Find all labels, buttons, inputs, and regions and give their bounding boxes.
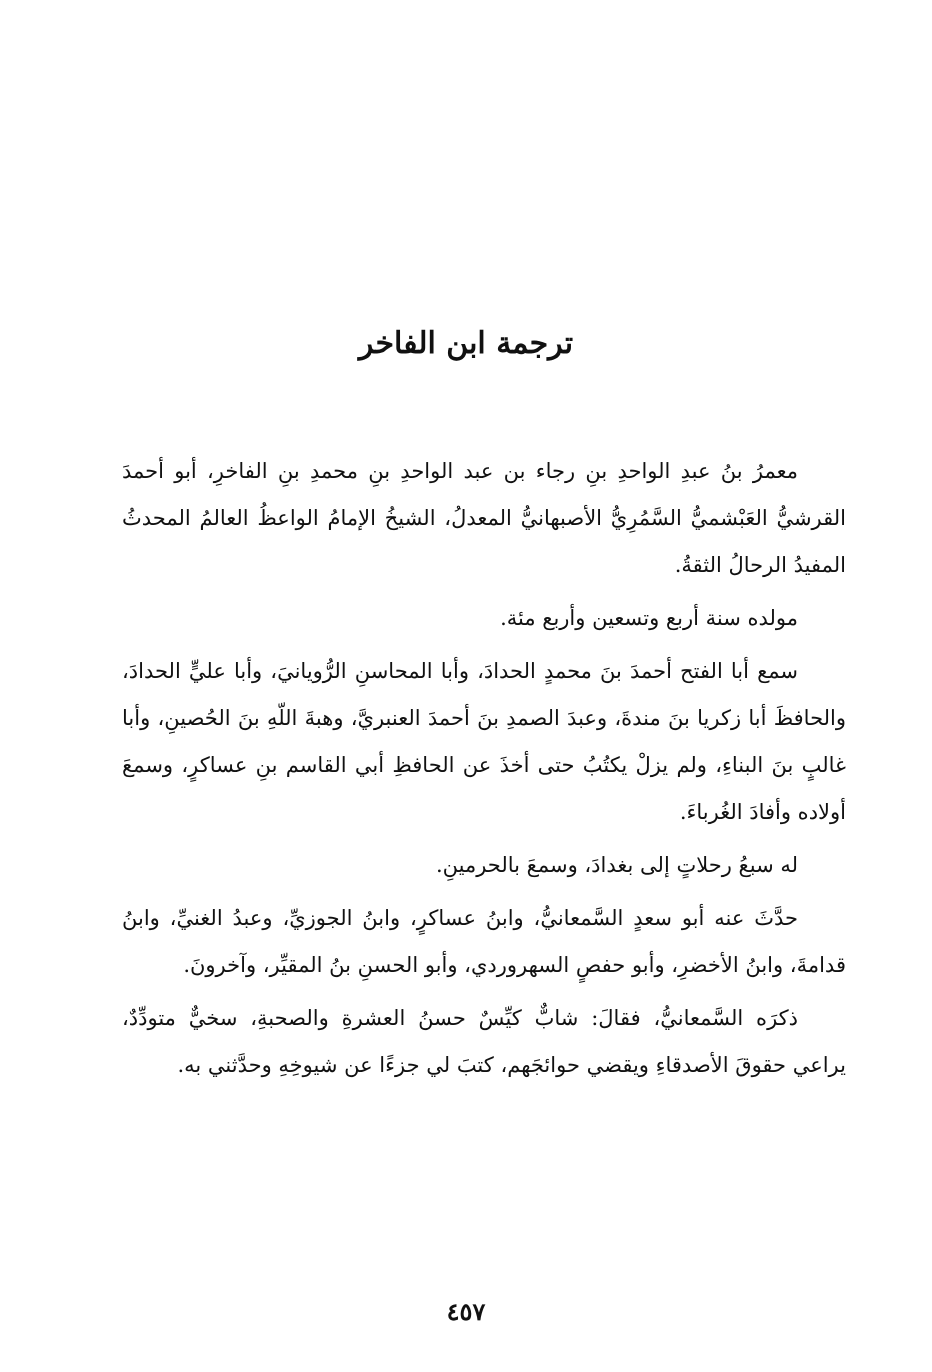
paragraph-sam-ani-quote: ذكرَه السَّمعانيُّ، فقالَ: شابٌّ كيِّسٌ حسنُ العشرةِ والصحبةِ، سخيٌّ متودِّدٌ، يراعي حقوقَ الأصدقاءِ ويقضي حوائجَهم، كتبَ لي جزءًا عن شيوخِهِ وحدَّثني به. [122,1006,846,1077]
paragraph-teachers: سمع أبا الفتح أحمدَ بنَ محمدٍ الحدادَ، وأبا المحاسنِ الرُّويانيَ، وأبا عليٍّ الحدادَ، والحافظَ أبا زكريا بنَ مندةَ، وعبدَ الصمدِ بنَ أحمدَ العنبريَّ، وهبةَ اللّهِ بنَ الحُصينِ، وأبا غالبٍ بنَ البناءِ، ولم يزلْ يكتُبُ حتى أخذَ عن الحافظِ أبي القاسم بنِ عساكرٍ، وسمعَ أولاده وأفادَ الغُرباءَ. [122,659,846,824]
paragraph-name-lineage: معمرُ بنُ عبدِ الواحدِ بنِ رجاء بن عبد الواحدِ بنِ محمدِ بنِ الفاخرِ، أبو أحمدَ القرشيُّ العَبْشميُّ السَّمُرِيُّ الأصبهانيُّ المعدلُ، الشيخُ الإمامُ الواعظُ العالمُ المحدثُ المفيدُ الرحالُ الثقةُ. [122,459,846,577]
body-text [122,448,846,1095]
paragraph-travels: له سبعُ رحلاتٍ إلى بغدادَ، وسمعَ بالحرمينِ. [435,853,798,877]
chapter-title: ترجمة ابن الفاخر [358,326,574,361]
paragraph-birth: مولده سنة أربع وتسعين وأربع مئة. [500,606,798,630]
paragraph-students: حدَّثَ عنه أبو سعدٍ السَّمعانيُّ، وابنُ عساكرٍ، وابنُ الجوزيِّ، وعبدُ الغنيِّ، وابنُ قدامةَ، وابنُ الأخضرِ، وأبو حفصٍ السهروردي، وأبو الحسنِ بنُ المقيِّر، وآخرونَ. [122,906,846,977]
page-number: ٤٥٧ [446,1297,486,1326]
